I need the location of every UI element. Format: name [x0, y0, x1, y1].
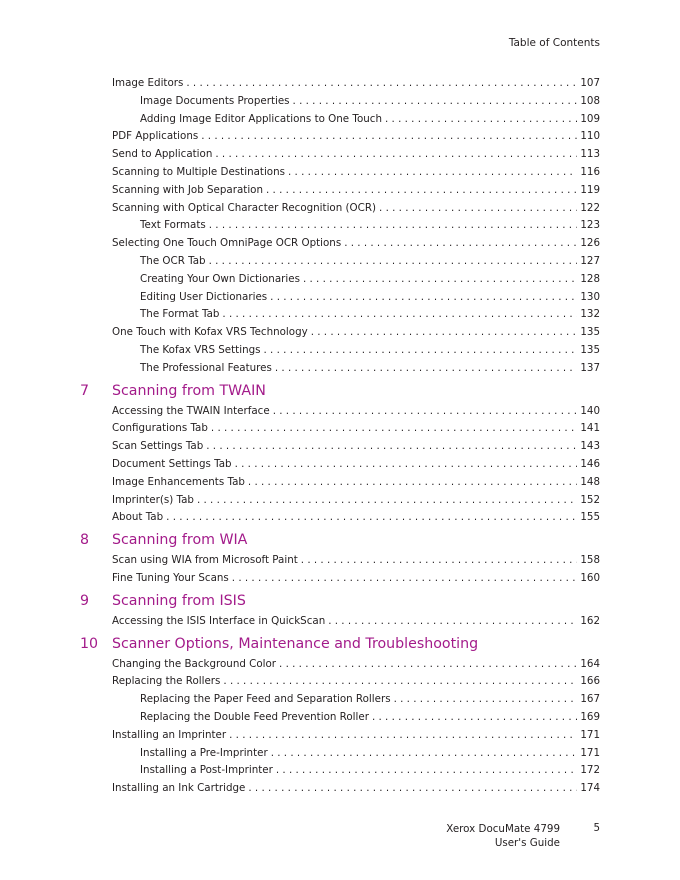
toc-entry[interactable]	[80, 711, 600, 729]
toc-entry-page: 155	[580, 511, 600, 524]
toc-entry-title: Installing an Imprinter	[112, 728, 227, 741]
toc-entry-page: 166	[580, 675, 600, 688]
toc-entry-title: Selecting One Touch OmniPage OCR Options	[112, 237, 342, 250]
dot-leader	[264, 344, 578, 356]
running-header: Table of Contents	[508, 37, 600, 49]
chapter-title: Scanning from WIA	[112, 532, 248, 549]
toc-entry-page: 113	[580, 148, 600, 161]
toc-entry-title: Changing the Background Color	[112, 657, 277, 670]
toc-entry[interactable]	[80, 308, 600, 326]
dot-leader	[197, 494, 577, 506]
toc-entry-title: Installing a Post-Imprinter	[140, 764, 273, 777]
toc-entry-title: Text Formats	[140, 219, 206, 232]
toc-entry-page: 171	[580, 728, 600, 741]
toc-entry[interactable]	[80, 184, 600, 202]
toc-entry[interactable]	[80, 113, 600, 131]
dot-leader	[328, 615, 577, 627]
toc-entry-page: 126	[580, 237, 600, 250]
toc-entry-title: Replacing the Paper Feed and Separation Rollers	[140, 693, 391, 706]
toc-entry-page: 146	[580, 457, 600, 470]
toc-entry-page: 164	[580, 657, 600, 670]
toc-entry-title: Installing an Ink Cartridge	[112, 782, 246, 795]
toc-entry-page: 167	[580, 693, 600, 706]
dot-leader	[211, 422, 577, 434]
toc-entry[interactable]	[80, 511, 600, 529]
toc-entry-title: Replacing the Double Feed Prevention Roller	[140, 710, 369, 723]
chapter-heading[interactable]	[80, 593, 600, 615]
toc-entry-page: 127	[580, 254, 600, 267]
toc-entry-title: Configurations Tab	[112, 422, 208, 435]
toc-entry-title: Image Editors	[112, 77, 184, 89]
toc-entry-title: Accessing the ISIS Interface in QuickScan	[112, 614, 326, 627]
toc-entry[interactable]	[80, 130, 600, 148]
toc-entry[interactable]	[80, 166, 600, 184]
toc-entry-page: 148	[580, 475, 600, 488]
toc-entry-page: 110	[580, 130, 600, 143]
chapter-number: 7	[80, 382, 90, 399]
toc-entry-title: Image Enhancements Tab	[112, 475, 245, 488]
dot-leader	[209, 219, 578, 231]
toc-entry-page: 107	[580, 77, 600, 89]
dot-leader	[223, 675, 577, 687]
toc-entry[interactable]	[80, 658, 600, 676]
toc-entry[interactable]	[80, 77, 600, 95]
toc-entry[interactable]	[80, 362, 600, 380]
footer-product: Xerox DocuMate 4799	[446, 823, 560, 835]
toc-entry-title: Editing User Dictionaries	[140, 290, 268, 303]
chapter-number: 10	[80, 635, 99, 652]
toc-entry[interactable]	[80, 572, 600, 590]
chapter-heading[interactable]	[80, 532, 600, 554]
dot-leader	[293, 95, 578, 107]
toc-entry-page: 172	[580, 764, 600, 777]
dot-leader	[279, 658, 577, 670]
toc-entry-title: Scanning with Job Separation	[112, 183, 264, 196]
dot-leader	[229, 729, 577, 741]
chapter-heading[interactable]	[80, 636, 600, 658]
toc-entry-page: 143	[580, 440, 600, 453]
dot-leader	[275, 362, 577, 374]
dot-leader	[311, 326, 578, 338]
toc-entry-title: Scanning to Multiple Destinations	[112, 165, 285, 178]
toc-entry[interactable]	[80, 747, 600, 765]
toc-entry-title: The OCR Tab	[140, 254, 206, 267]
toc-entry[interactable]	[80, 255, 600, 273]
dot-leader	[301, 554, 578, 566]
toc-entry-title: Installing a Pre-Imprinter	[140, 746, 268, 759]
toc-entry-title: Imprinter(s) Tab	[112, 493, 194, 506]
toc-entry-page: 109	[580, 112, 600, 125]
dot-leader	[232, 572, 578, 584]
toc-entry[interactable]	[80, 476, 600, 494]
toc-entry[interactable]	[80, 148, 600, 166]
toc-entry[interactable]	[80, 95, 600, 113]
toc-entry[interactable]	[80, 273, 600, 291]
toc-entry[interactable]	[80, 405, 600, 423]
dot-leader	[248, 782, 577, 794]
toc-entry-page: 152	[580, 493, 600, 506]
chapter-number: 8	[80, 532, 90, 549]
toc-entry[interactable]	[80, 729, 600, 747]
dot-leader	[235, 458, 578, 470]
toc-entry-page: 141	[580, 422, 600, 435]
toc-entry-page: 130	[580, 290, 600, 303]
toc-entry-page: 128	[580, 272, 600, 285]
dot-leader	[394, 693, 578, 705]
toc-entry[interactable]	[80, 440, 600, 458]
dot-leader	[271, 747, 578, 759]
chapter-heading[interactable]	[80, 383, 600, 405]
toc-entry-page: 108	[580, 94, 600, 107]
dot-leader	[270, 291, 577, 303]
toc-entry[interactable]	[80, 219, 600, 237]
toc-entry-page: 140	[580, 404, 600, 417]
toc-entry[interactable]	[80, 693, 600, 711]
page-number: 5	[593, 822, 600, 834]
toc-entry-title: Send to Application	[112, 148, 213, 161]
toc-entry[interactable]	[80, 344, 600, 362]
dot-leader	[166, 511, 577, 523]
toc-entry-page: 123	[580, 219, 600, 232]
dot-leader	[266, 184, 577, 196]
dot-leader	[222, 308, 577, 320]
chapter-title: Scanning from TWAIN	[112, 382, 266, 399]
toc-entry-title: Scanning with Optical Character Recognition (OCR)	[112, 201, 377, 214]
dot-leader	[276, 764, 577, 776]
dot-leader	[379, 202, 577, 214]
toc-entry-title: The Kofax VRS Settings	[140, 343, 261, 356]
toc-entry[interactable]	[80, 326, 600, 344]
chapter-title: Scanner Options, Maintenance and Troubleshooting	[112, 635, 479, 652]
toc-entry-title: The Professional Features	[140, 361, 272, 374]
toc-entry-title: PDF Applications	[112, 130, 199, 143]
dot-leader	[201, 130, 577, 142]
toc-entry[interactable]	[80, 782, 600, 800]
dot-leader	[288, 166, 577, 178]
toc-entry-page: 119	[580, 183, 600, 196]
chapter-number: 9	[80, 592, 90, 609]
toc-entry[interactable]	[80, 458, 600, 476]
dot-leader	[248, 476, 577, 488]
toc-entry-page: 171	[580, 746, 600, 759]
toc-entry-title: Adding Image Editor Applications to One Touch	[140, 112, 382, 125]
toc-entry-page: 162	[580, 614, 600, 627]
dot-leader	[372, 711, 577, 723]
dot-leader	[206, 440, 577, 452]
toc-entry-title: Fine Tuning Your Scans	[112, 571, 229, 584]
toc-entry[interactable]	[80, 675, 600, 693]
dot-leader	[303, 273, 577, 285]
dot-leader	[273, 405, 578, 417]
toc-entry-page: 116	[580, 165, 600, 178]
toc-entry-title: Creating Your Own Dictionaries	[140, 272, 300, 285]
toc-entry-page: 174	[580, 782, 600, 795]
chapter-title: Scanning from ISIS	[112, 592, 246, 609]
toc-entry-title: About Tab	[112, 511, 164, 524]
toc-entry[interactable]	[80, 764, 600, 782]
dot-leader	[215, 148, 577, 160]
toc-entry-page: 169	[580, 710, 600, 723]
toc-entry-title: Scan using WIA from Microsoft Paint	[112, 554, 298, 567]
dot-leader	[186, 77, 577, 89]
toc-entry-page: 137	[580, 361, 600, 374]
toc-entry[interactable]	[80, 422, 600, 440]
toc-entry-title: One Touch with Kofax VRS Technology	[112, 326, 308, 339]
table-of-contents	[80, 77, 600, 800]
toc-entry[interactable]	[80, 554, 600, 572]
footer	[446, 822, 560, 850]
toc-entry-title: Accessing the TWAIN Interface	[112, 404, 270, 417]
toc-entry-page: 132	[580, 308, 600, 321]
toc-entry-page: 160	[580, 571, 600, 584]
dot-leader	[385, 113, 577, 125]
toc-entry[interactable]	[80, 615, 600, 633]
toc-entry[interactable]	[80, 237, 600, 255]
dot-leader	[344, 237, 577, 249]
toc-entry[interactable]	[80, 291, 600, 309]
toc-entry[interactable]	[80, 494, 600, 512]
toc-entry-title: Replacing the Rollers	[112, 675, 221, 688]
toc-entry-page: 135	[580, 326, 600, 339]
toc-entry-title: Image Documents Properties	[140, 94, 290, 107]
toc-entry[interactable]	[80, 202, 600, 220]
dot-leader	[209, 255, 578, 267]
toc-entry-title: Scan Settings Tab	[112, 440, 204, 453]
footer-guide: User's Guide	[494, 837, 560, 849]
toc-entry-title: The Format Tab	[140, 308, 220, 321]
toc-entry-page: 122	[580, 201, 600, 214]
toc-entry-page: 158	[580, 554, 600, 567]
toc-entry-title: Document Settings Tab	[112, 457, 232, 470]
toc-entry-page: 135	[580, 343, 600, 356]
